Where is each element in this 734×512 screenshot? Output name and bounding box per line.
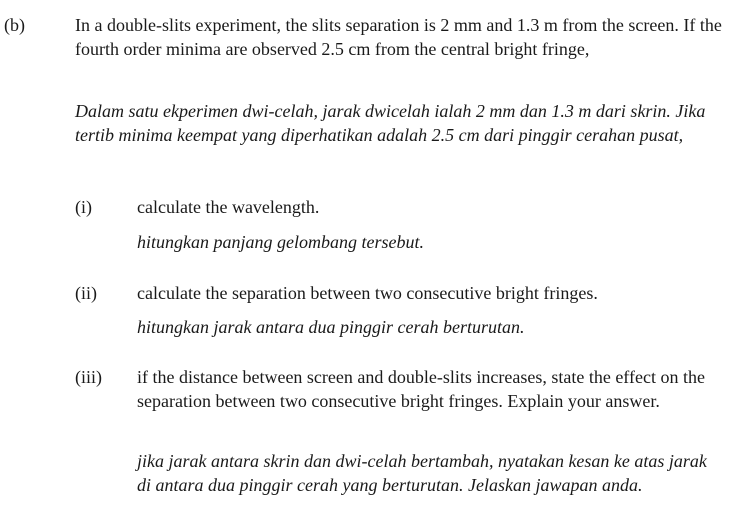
subpart-3-number: (iii) [75, 367, 102, 387]
subpart-1-english: calculate the wavelength. [137, 197, 320, 217]
subpart-3-english: if the distance between screen and double-slits increases, state the effect on the separation between two consecutive bright fringes. Explain your answer. [137, 367, 705, 411]
question-intro-english: In a double-slits experiment, the slits separation is 2 mm and 1.3 m from the screen. If the fourth order minima are observed 2.5 cm from the central bright fringe, [75, 15, 722, 59]
subpart-1-number: (i) [75, 197, 92, 217]
subpart-3-malay: jika jarak antara skrin dan dwi-celah bertambah, nyatakan kesan ke atas jarak di antara dua pinggir cerah yang berturutan. Jelaskan jawapan anda. [137, 451, 707, 495]
subpart-1-malay: hitungkan panjang gelombang tersebut. [137, 232, 424, 252]
subpart-2-english: calculate the separation between two consecutive bright fringes. [137, 283, 598, 303]
part-label: (b) [4, 15, 25, 35]
question-intro-malay: Dalam satu ekperimen dwi-celah, jarak dwicelah ialah 2 mm dan 1.3 m dari skrin. Jika tertib minima keempat yang diperhatikan adalah 2.5 cm dari pinggir cerahan pusat, [75, 101, 706, 145]
subpart-2-number: (ii) [75, 283, 97, 303]
subpart-2-malay: hitungkan jarak antara dua pinggir cerah berturutan. [137, 317, 525, 337]
